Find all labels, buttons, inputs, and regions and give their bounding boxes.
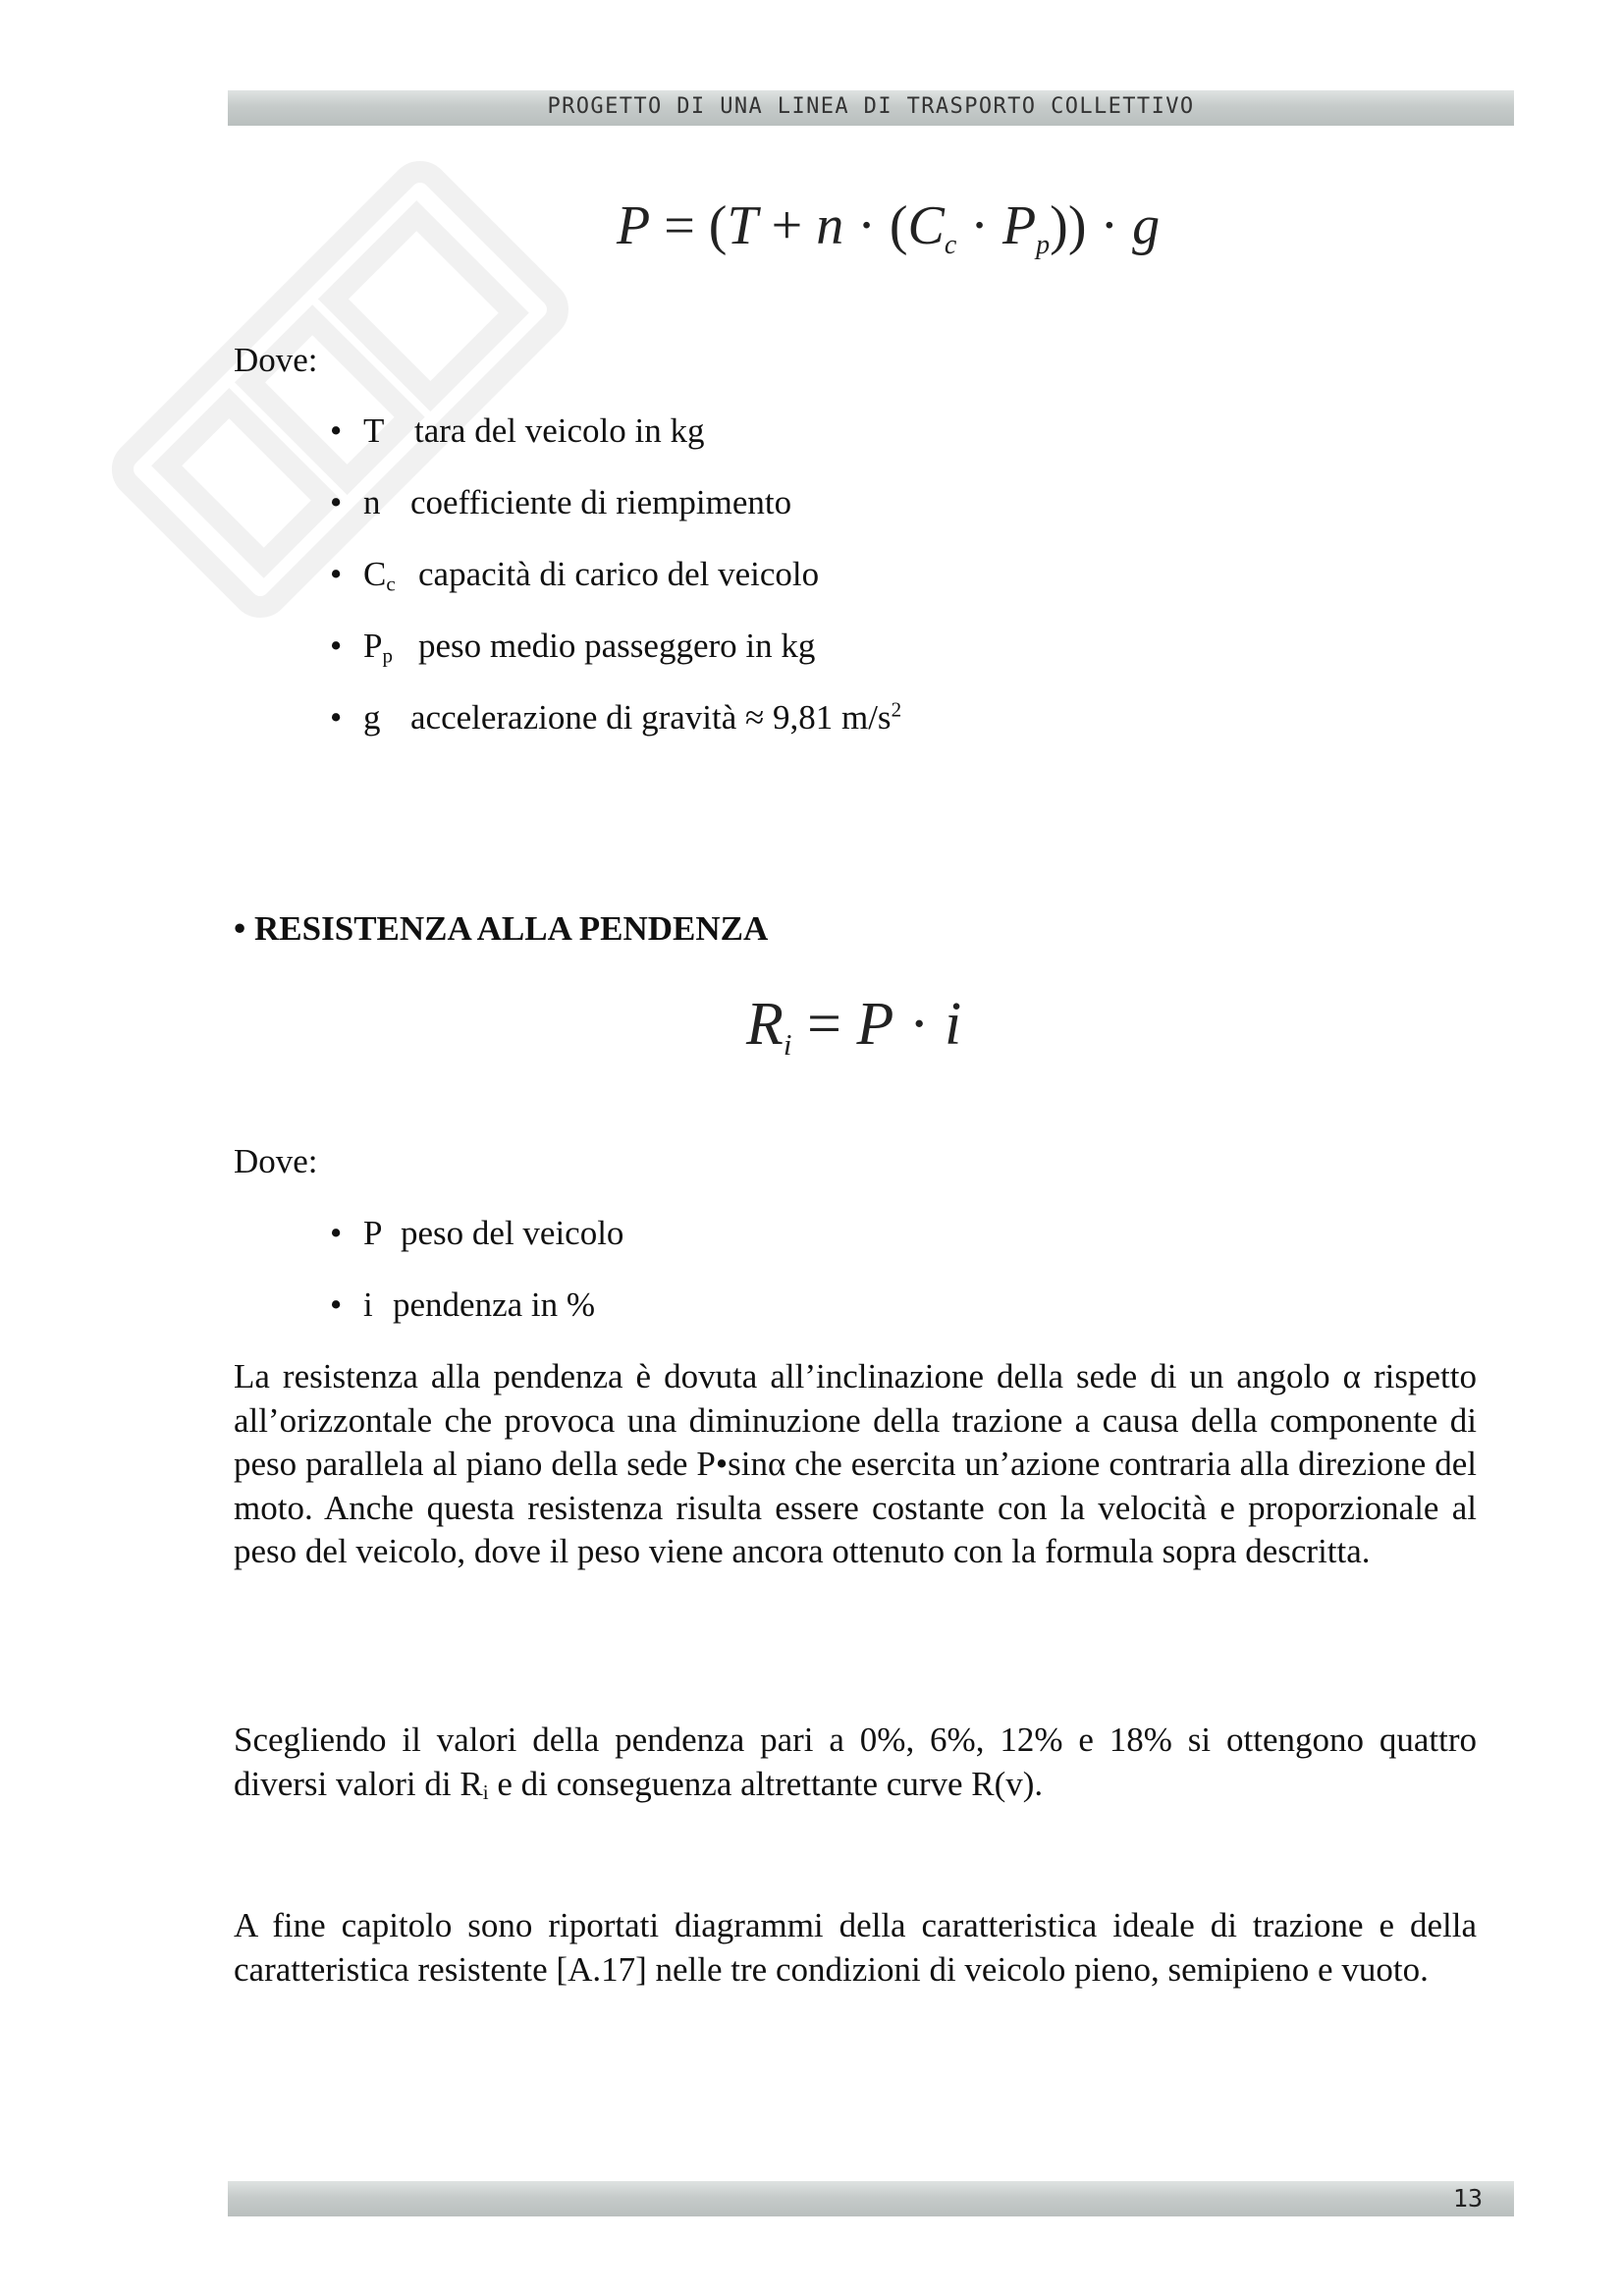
paragraph: La resistenza alla pendenza è dovuta all’inclinazione della sede di un angolo α rispetto all’orizzontale che provoca una diminuzione della trazione a causa della componente di peso parallela al piano della sede P•sinα che esercita un’azione contraria alla direzione del moto. Anche questa resistenza risulta essere costante con la velocità e proporzionale al peso del veicolo, dove il peso viene ancora ottenuto con la formula sopra descritta. — [234, 1357, 1477, 1570]
list-item: • g accelerazione di gravità ≈ 9,81 $m/s^2$ — [330, 697, 902, 737]
formula-weight: P = (T + n · (Cc · Pp)) · g — [617, 195, 1161, 260]
list-item: • T tara del veicolo in kg — [330, 411, 705, 450]
footer-bar — [228, 2181, 1514, 2216]
dove-label: Dove: — [234, 1142, 318, 1180]
list-item: • n coefficiente di riempimento — [330, 483, 792, 521]
list-item: • P peso del veicolo — [330, 1214, 624, 1252]
list-item: • $C_c$ capacità di carico del veicolo — [330, 555, 820, 596]
page-number: 13 — [1452, 2184, 1483, 2213]
list-item: • i pendenza in % — [330, 1285, 596, 1324]
dove-label: Dove: — [234, 341, 318, 379]
list-item: • $P_p$ peso medio passeggero in kg — [330, 627, 816, 668]
section-heading: • RESISTENZA ALLA PENDENZA — [234, 909, 769, 948]
paragraph: Scegliendo il valori della pendenza pari a 0%, 6%, 12% e 18% si ottengono quattro diversi valori di $R_i$ e di conseguenza altrettante curve R(v). — [234, 1721, 1477, 1804]
paragraph: A fine capitolo sono riportati diagrammi della caratteristica ideale di trazione e della caratteristica resistente [A.17] nelle tre condizioni di veicolo pieno, semipieno e vuoto. — [234, 1906, 1477, 1989]
running-header: PROGETTO DI UNA LINEA DI TRASPORTO COLLETTIVO — [547, 94, 1195, 119]
formula-grade-resistance: Ri = P · i — [746, 991, 962, 1062]
variables-list — [330, 410, 901, 768]
variables-list-2 — [330, 1212, 623, 1355]
